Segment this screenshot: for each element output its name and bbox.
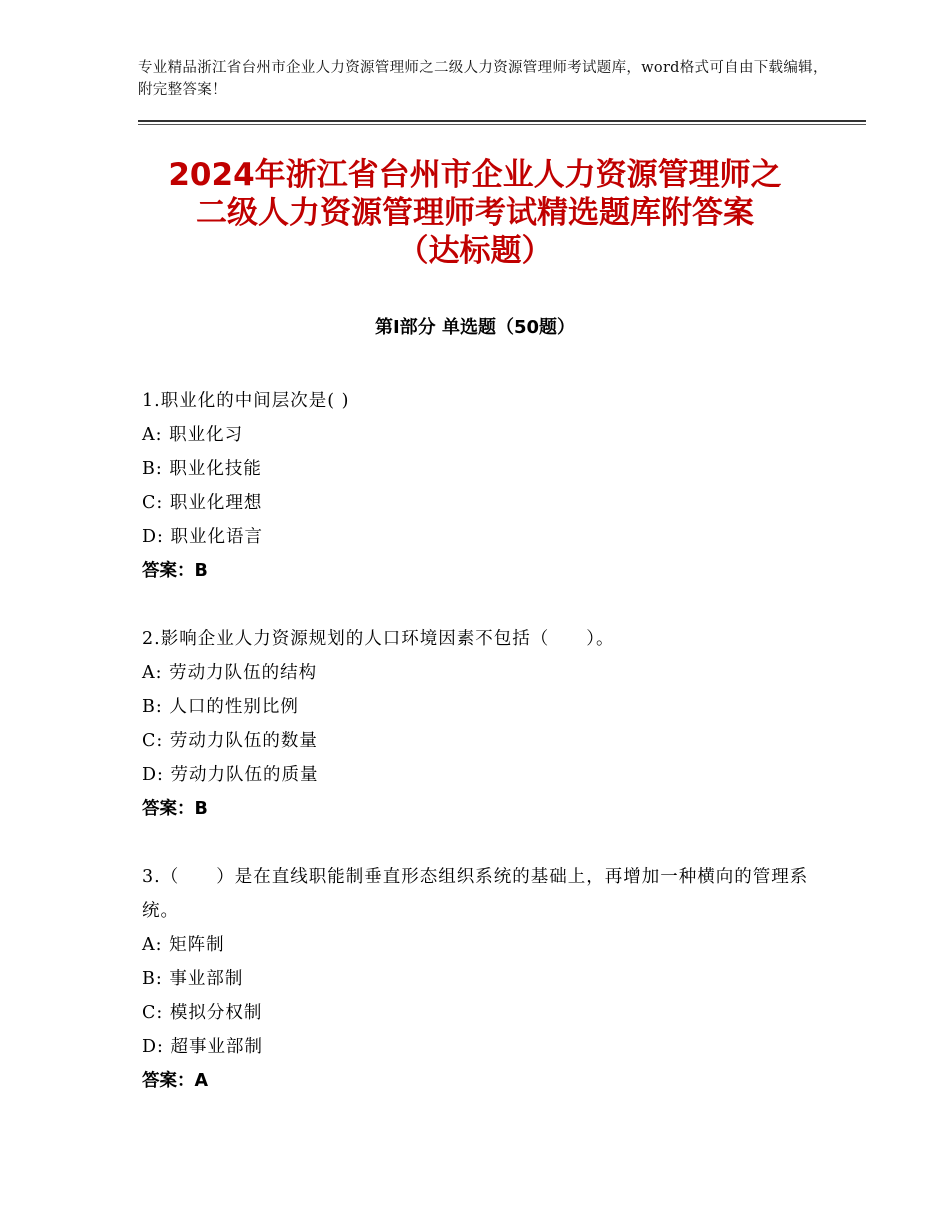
document-title [100,156,850,270]
question-stem: 2.影响企业人力资源规划的人口环境因素不包括（ ）。 [142,629,615,649]
header-note: 专业精品浙江省台州市企业人力资源管理师之二级人力资源管理师考试题库，word格式可自由下载编辑，附完整答案！ [138,60,828,98]
title-line-1: 2024年浙江省台州市企业人力资源管理师之 [168,157,782,193]
option-b: B: 人口的性别比例 [142,697,299,717]
option-a: A: 劳动力队伍的结构 [142,663,318,683]
option-b: B: 职业化技能 [142,459,262,479]
answer: 答案：B [142,561,208,581]
option-d: D: 劳动力队伍的质量 [142,765,319,785]
option-c: C: 模拟分权制 [142,1003,263,1023]
question-stem: 1.职业化的中间层次是( ) [142,391,350,411]
title-line-3: （达标题） [397,233,553,269]
question-1 [142,384,822,588]
option-c: C: 劳动力队伍的数量 [142,731,318,751]
question-stem: 3.（ ）是在直线职能制垂直形态组织系统的基础上，再增加一种横向的管理系统。 [142,867,809,921]
question-list [142,384,822,1132]
section-heading: 第Ⅰ部分 单选题（50题） [374,317,575,338]
question-3 [142,860,822,1098]
option-c: C: 职业化理想 [142,493,263,513]
option-a: A: 职业化习 [142,425,244,445]
header-divider [138,120,866,125]
option-b: B: 事业部制 [142,969,244,989]
question-2 [142,622,822,826]
option-a: A: 矩阵制 [142,935,225,955]
answer: 答案：A [142,1071,209,1091]
option-d: D: 超事业部制 [142,1037,263,1057]
answer: 答案：B [142,799,208,819]
option-d: D: 职业化语言 [142,527,263,547]
title-line-2: 二级人力资源管理师考试精选题库附答案 [196,195,754,231]
